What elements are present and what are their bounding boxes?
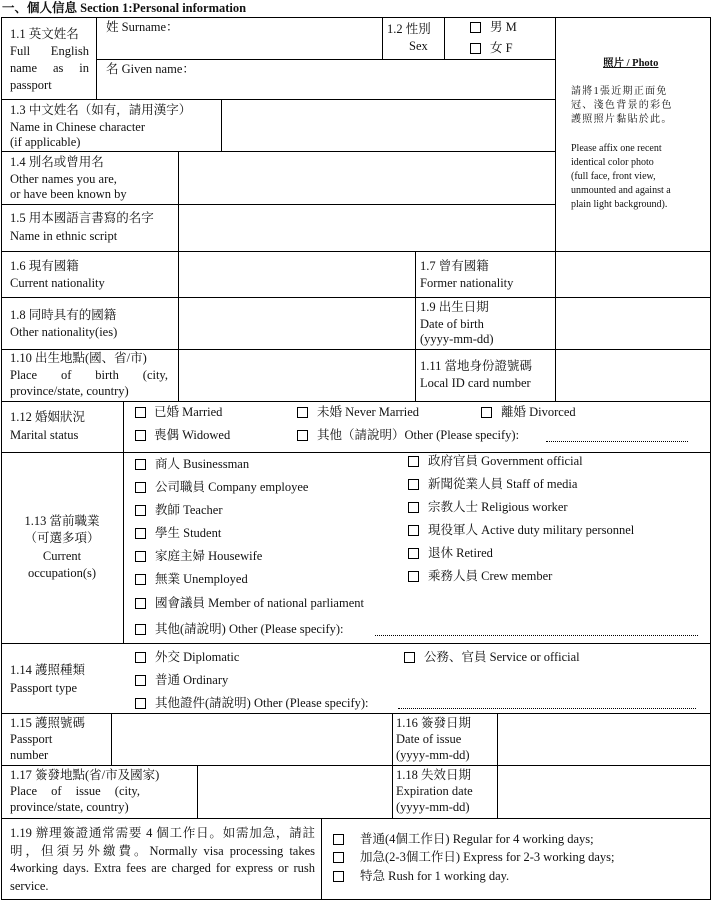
service-express-checkbox[interactable] bbox=[333, 852, 344, 863]
expiration-date-input[interactable] bbox=[500, 768, 708, 816]
occ-student-label: 學生 Student bbox=[155, 526, 222, 540]
occ-retired-checkbox[interactable] bbox=[408, 548, 419, 559]
section-title: 一、個人信息 Section 1:Personal information bbox=[2, 1, 247, 15]
other-nationality-input[interactable] bbox=[181, 300, 413, 346]
occ-military-checkbox[interactable] bbox=[408, 525, 419, 536]
occ-media-checkbox[interactable] bbox=[408, 479, 419, 490]
service-regular-label: 普通(4個工作日) Regular for 4 working days; bbox=[360, 832, 594, 846]
occ-parliament-label: 國會議員 Member of national parliament bbox=[155, 596, 364, 610]
photo-title: 照片 / Photo bbox=[603, 58, 659, 69]
place-of-issue-input[interactable] bbox=[200, 768, 390, 816]
marital-widowed-label: 喪偶 Widowed bbox=[154, 428, 231, 442]
processing-note: 1.19 辦理簽證通常需要 4 個工作日。如需加急，請註明，但須另外繳費。Normally visa processing takes 4working days. Extra fees are charged for express or rush service. bbox=[10, 826, 315, 893]
marital-married-label: 已婚 Married bbox=[154, 405, 223, 419]
given-name-label: 名 Given name： bbox=[106, 62, 195, 76]
ethnic-name-input[interactable] bbox=[181, 207, 553, 248]
sex-male-label: 男 M bbox=[490, 20, 517, 34]
occ-crew-checkbox[interactable] bbox=[408, 571, 419, 582]
occ-other-input[interactable] bbox=[375, 635, 698, 636]
passport-number-input[interactable] bbox=[114, 716, 390, 763]
passport-other-label: 其他證件(請說明) Other (Please specify): bbox=[155, 696, 369, 710]
marital-married-checkbox[interactable] bbox=[135, 407, 146, 418]
sex-female-label: 女 F bbox=[490, 41, 513, 55]
occ-student-checkbox[interactable] bbox=[135, 528, 146, 539]
occ-housewife-checkbox[interactable] bbox=[135, 551, 146, 562]
occ-businessman-label: 商人 Businessman bbox=[155, 457, 250, 471]
current-nationality-input[interactable] bbox=[181, 254, 413, 295]
occ-other-label: 其他(請說明) Other (Please specify): bbox=[155, 622, 344, 636]
passport-ordinary-label: 普通 Ordinary bbox=[155, 673, 229, 687]
passport-diplomatic-checkbox[interactable] bbox=[135, 652, 146, 663]
passport-ordinary-checkbox[interactable] bbox=[135, 675, 146, 686]
sex-label-en: Sex bbox=[409, 39, 428, 53]
occ-military-label: 現役軍人 Active duty military personnel bbox=[428, 523, 635, 537]
former-nationality-input[interactable] bbox=[558, 254, 708, 295]
service-rush-checkbox[interactable] bbox=[333, 871, 344, 882]
date-of-issue-input[interactable] bbox=[500, 716, 708, 763]
passport-diplomatic-label: 外交 Diplomatic bbox=[155, 650, 240, 664]
sex-label-zh: 1.2 性別 bbox=[387, 22, 431, 36]
service-express-label: 加急(2-3個工作日) Express for 2-3 working days; bbox=[360, 850, 615, 864]
occ-housewife-label: 家庭主婦 Housewife bbox=[155, 549, 263, 563]
occ-crew-label: 乘務人員 Crew member bbox=[428, 569, 553, 583]
passport-service-label: 公務、官員 Service or official bbox=[424, 650, 580, 664]
service-regular-checkbox[interactable] bbox=[333, 834, 344, 845]
service-rush-label: 特急 Rush for 1 working day. bbox=[360, 869, 510, 883]
passport-other-input[interactable] bbox=[398, 708, 696, 709]
occ-government-checkbox[interactable] bbox=[408, 456, 419, 467]
marital-never-married-checkbox[interactable] bbox=[297, 407, 308, 418]
occ-retired-label: 退休 Retired bbox=[428, 546, 493, 560]
occ-parliament-checkbox[interactable] bbox=[135, 598, 146, 609]
occ-company-employee-label: 公司職員 Company employee bbox=[155, 480, 309, 494]
occ-unemployed-checkbox[interactable] bbox=[135, 574, 146, 585]
marital-other-input[interactable] bbox=[546, 441, 688, 442]
marital-divorced-checkbox[interactable] bbox=[481, 407, 492, 418]
passport-service-checkbox[interactable] bbox=[404, 652, 415, 663]
occ-media-label: 新聞從業人員 Staff of media bbox=[428, 477, 578, 491]
chinese-name-input[interactable] bbox=[224, 102, 552, 148]
occ-unemployed-label: 無業 Unemployed bbox=[155, 572, 248, 586]
place-of-birth-input[interactable] bbox=[181, 352, 413, 399]
occ-religious-checkbox[interactable] bbox=[408, 502, 419, 513]
occ-teacher-checkbox[interactable] bbox=[135, 505, 146, 516]
date-of-birth-input[interactable] bbox=[558, 300, 708, 346]
surname-input[interactable] bbox=[200, 20, 378, 56]
occ-religious-label: 宗教人士 Religious worker bbox=[428, 500, 568, 514]
occ-government-label: 政府官員 Government official bbox=[428, 454, 583, 468]
occ-other-checkbox[interactable] bbox=[135, 624, 146, 635]
occ-businessman-checkbox[interactable] bbox=[135, 459, 146, 470]
surname-label: 姓 Surname： bbox=[106, 20, 179, 34]
given-name-input[interactable] bbox=[210, 62, 550, 96]
marital-never-married-label: 未婚 Never Married bbox=[317, 405, 420, 419]
occ-company-employee-checkbox[interactable] bbox=[135, 482, 146, 493]
occ-teacher-label: 教師 Teacher bbox=[155, 503, 223, 517]
marital-divorced-label: 離婚 Divorced bbox=[501, 405, 576, 419]
sex-female-checkbox[interactable] bbox=[470, 43, 481, 54]
marital-other-checkbox[interactable] bbox=[297, 430, 308, 441]
other-names-input[interactable] bbox=[181, 154, 553, 201]
sex-male-checkbox[interactable] bbox=[470, 22, 481, 33]
marital-widowed-checkbox[interactable] bbox=[135, 430, 146, 441]
local-id-input[interactable] bbox=[558, 352, 708, 399]
passport-other-checkbox[interactable] bbox=[135, 698, 146, 709]
marital-other-label: 其他（請說明）Other (Please specify): bbox=[317, 428, 520, 442]
